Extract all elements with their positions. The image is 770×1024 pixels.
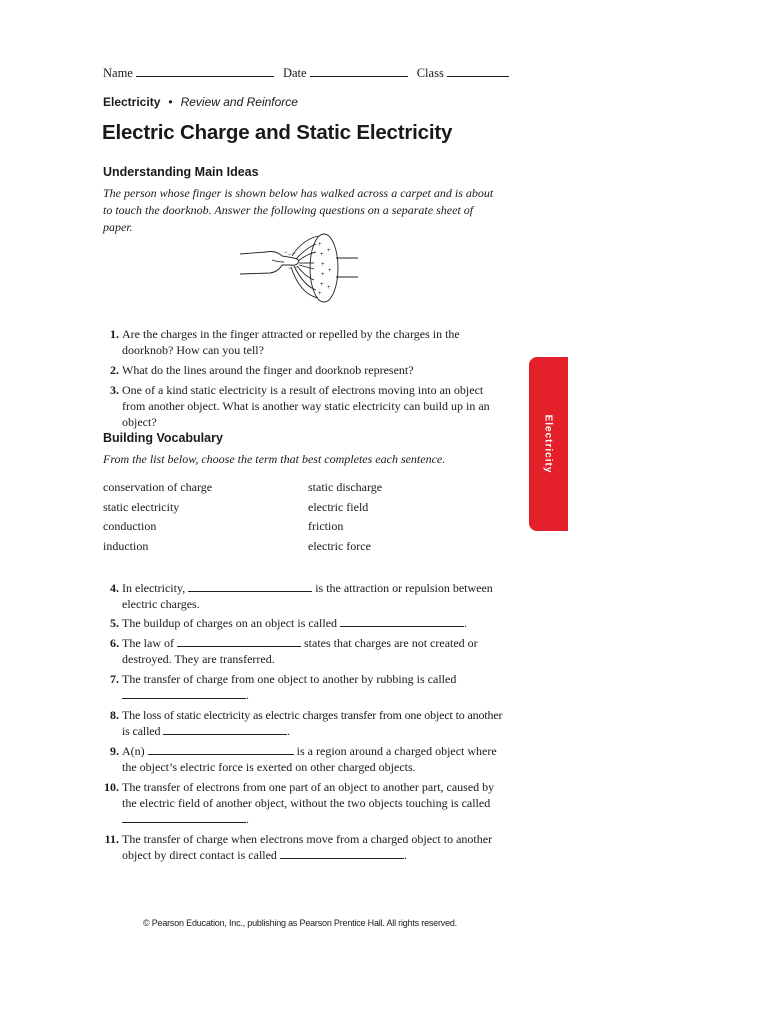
question-text-after: is the attraction or repulsion between electric charges.: [122, 581, 493, 611]
answer-blank[interactable]: [340, 616, 464, 627]
word-bank-term: friction: [308, 519, 344, 533]
question-text: What do the lines around the finger and doorknob represent?: [122, 363, 414, 377]
svg-text:−: −: [292, 251, 296, 257]
question-text: One of a kind static electricity is a result of electrons moving into an object from another object. What is another way static electricity can build up in an object?: [122, 383, 490, 429]
question-text-after: .: [246, 688, 249, 702]
svg-text:+: +: [327, 285, 331, 291]
word-bank-term: induction: [103, 539, 149, 553]
question-6: [103, 635, 503, 667]
question-text-before: In electricity,: [122, 581, 186, 595]
answer-blank[interactable]: [122, 688, 246, 699]
svg-text:+: +: [320, 282, 324, 288]
question-number: 11.: [104, 832, 119, 846]
class-field[interactable]: [447, 64, 509, 77]
question-number: 7.: [110, 672, 119, 686]
question-number: 5.: [110, 616, 119, 630]
question-text-before: A(n): [122, 744, 145, 758]
question-10: [103, 779, 499, 827]
date-label: Date: [282, 66, 307, 80]
word-bank-term: electric field: [308, 500, 369, 514]
question-1: [103, 326, 503, 358]
question-2: [103, 362, 503, 378]
section-heading-vocabulary: Building Vocabulary: [103, 431, 223, 445]
question-text-after: is a region around a charged object where the object’s electric force is exerted on other charged objects.: [122, 744, 497, 774]
svg-text:−: −: [288, 252, 292, 258]
question-number: 4.: [110, 581, 119, 595]
answer-blank[interactable]: [280, 848, 404, 859]
breadcrumb-chapter: Electricity: [103, 95, 161, 109]
word-bank-term: conservation of charge: [103, 480, 213, 494]
word-bank-term: static discharge: [308, 480, 383, 494]
section-instruction-vocabulary: From the list below, choose the term that best completes each sentence.: [103, 452, 446, 466]
name-label: Name: [103, 66, 133, 80]
svg-text:−: −: [288, 266, 292, 272]
page-title: Electric Charge and Static Electricity: [102, 121, 453, 144]
answer-blank[interactable]: [122, 812, 246, 823]
question-number: 1.: [110, 327, 119, 341]
question-number: 2.: [110, 363, 119, 377]
question-5: [103, 615, 503, 631]
question-text-after: .: [403, 848, 407, 862]
question-text-before: The loss of static electricity as electric charges transfer from one object to another is called: [122, 708, 503, 738]
svg-text:−: −: [294, 265, 298, 271]
question-3: [103, 382, 495, 430]
answer-blank[interactable]: [148, 744, 294, 755]
answer-blank[interactable]: [177, 636, 301, 647]
question-text-before: The buildup of charges on an object is called: [122, 616, 338, 630]
question-text-before: The transfer of charge from one object to another by rubbing is called: [122, 672, 457, 686]
question-text: Are the charges in the finger attracted or repelled by the charges in the doorknob? How can you tell?: [122, 327, 460, 357]
word-bank-term: conduction: [103, 519, 157, 533]
question-number: 8.: [110, 708, 119, 722]
question-9: [103, 743, 503, 775]
word-bank-term: electric force: [308, 539, 371, 553]
student-info-line: [103, 64, 515, 81]
svg-text:+: +: [327, 248, 331, 254]
question-text-after: .: [464, 616, 468, 630]
question-text-before: The law of: [122, 636, 174, 650]
svg-text:+: +: [328, 268, 332, 274]
svg-text:+: +: [320, 252, 324, 258]
chapter-side-tab: [529, 357, 568, 531]
question-8: [103, 707, 503, 739]
question-number: 10.: [104, 780, 119, 794]
word-bank-term: static electricity: [103, 500, 180, 514]
name-field[interactable]: [136, 64, 274, 77]
question-7: [103, 671, 503, 703]
class-label: Class: [416, 66, 444, 80]
question-number: 6.: [110, 636, 119, 650]
copyright-footer: © Pearson Education, Inc., publishing as Pearson Prentice Hall. All rights reserved.: [142, 918, 457, 928]
question-4: [103, 580, 503, 612]
question-text-after: states that charges are not created or destroyed. They are transferred.: [122, 636, 478, 666]
svg-text:−: −: [284, 250, 288, 256]
answer-blank[interactable]: [188, 581, 312, 592]
breadcrumb: [103, 95, 298, 109]
question-text-before: The transfer of charge when electrons move from a charged object to another object by direct contact is called: [122, 832, 493, 862]
answer-blank[interactable]: [163, 724, 287, 735]
question-number: 3.: [110, 383, 119, 397]
date-field[interactable]: [310, 64, 408, 77]
section-instruction-main-ideas: The person whose finger is shown below has walked across a carpet and is about to touch the doorknob. Answer the following questions on a separate sheet of paper.: [103, 186, 494, 234]
svg-text:+: +: [321, 272, 325, 278]
breadcrumb-separator: •: [168, 95, 173, 109]
svg-text:+: +: [321, 262, 325, 268]
breadcrumb-subtitle: Review and Reinforce: [180, 95, 298, 109]
svg-text:+: +: [318, 242, 322, 248]
question-11: [103, 831, 499, 863]
svg-text:+: +: [318, 291, 322, 297]
section-heading-main-ideas: Understanding Main Ideas: [103, 165, 259, 179]
side-tab-label: Electricity: [542, 414, 554, 474]
finger-doorknob-illustration: [236, 232, 360, 306]
question-text-after: .: [246, 812, 249, 826]
question-number: 9.: [110, 744, 119, 758]
question-text-before: The transfer of electrons from one part of an object to another part, caused by the electric field of another object, without the two objects touching is called: [122, 780, 495, 810]
question-text-after: .: [287, 724, 291, 738]
